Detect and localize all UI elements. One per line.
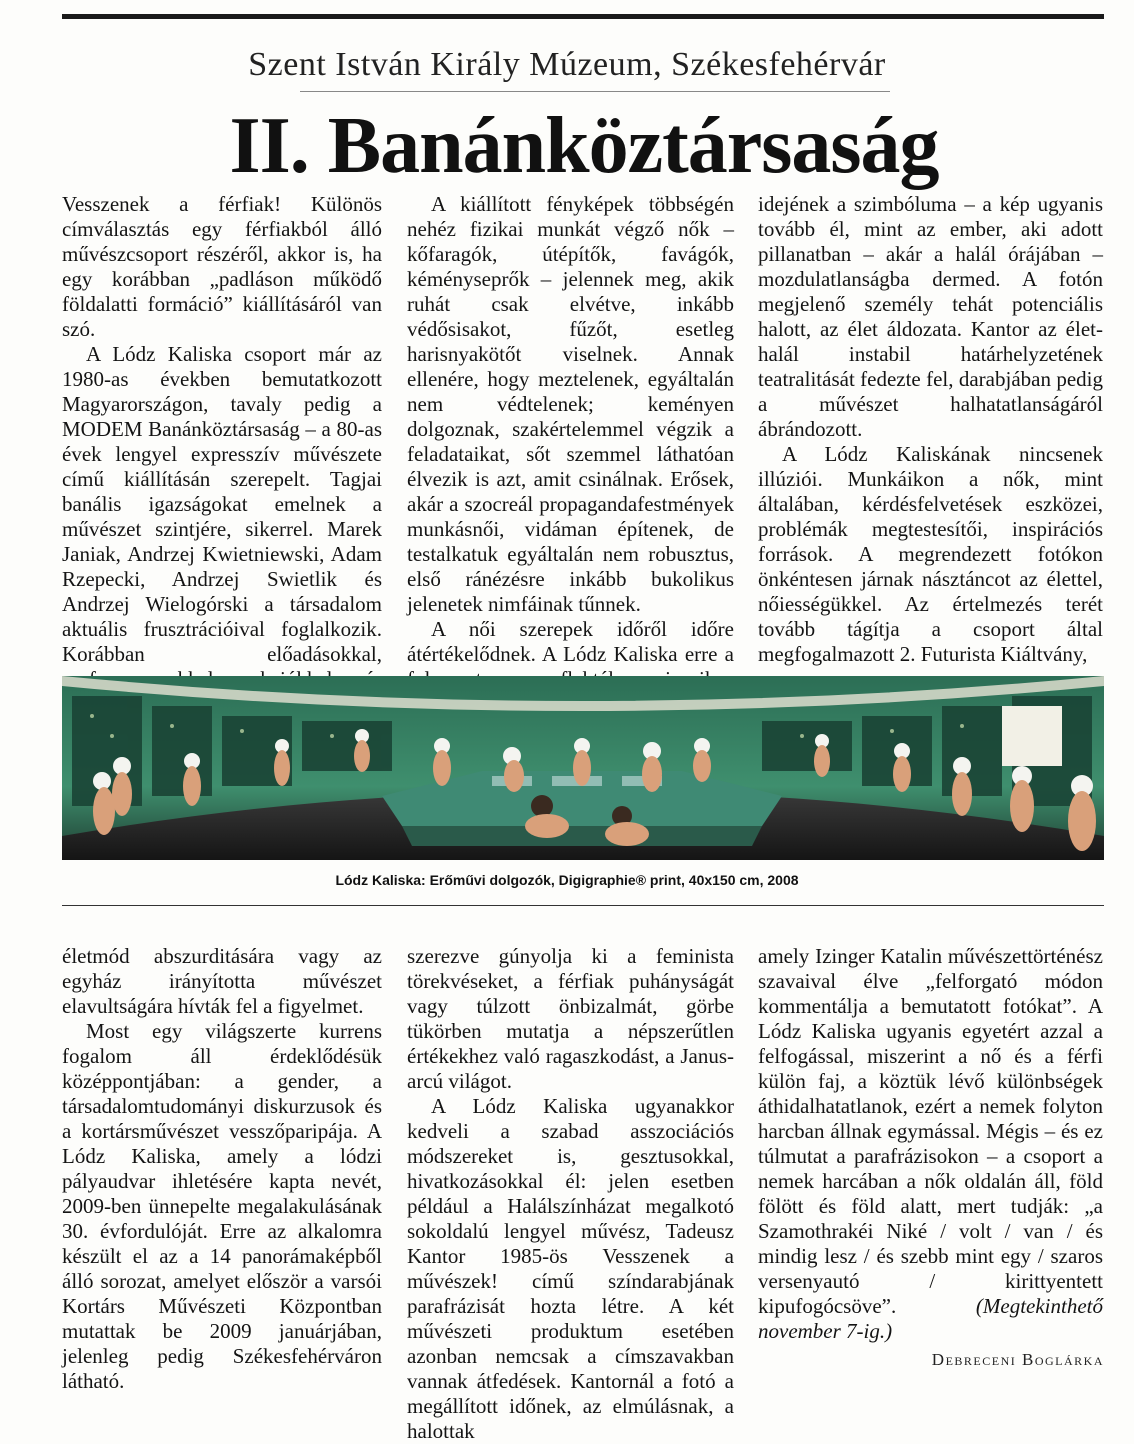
paragraph: életmód abszurditására vagy az egyház irányította művészet elavultságára hívták fel a figyelmet. bbox=[62, 944, 382, 1018]
paragraph-text: amely Izinger Katalin művészettörténész szavaival élve „felforgató módon kommentálja a bemutatott fotókat”. A Lódz Kaliska ugyanis egyetért azzal a felfogással, miszerint a nő és a férfi külön faj, a köztük lévő különbségek áthidalhatatlanok, ezért a nemek folyton harcban állnak egymással. Mégis – és ez túlmutat a parafrázisokon – a csoport a nemek harcában a nők oldalán áll, föld fölött és föld alatt, mert tudják: „a Szamothrakéi Niké / volt / van / és mindig lesz / és szebb mint egy / szaros versenyautó / kirittyentett kipufogócsöve”. bbox=[758, 944, 1103, 1318]
column-2-top bbox=[407, 192, 734, 717]
top-rule bbox=[62, 14, 1104, 19]
column-3-bottom bbox=[758, 944, 1103, 1344]
exhibition-note: (Megtekinthető november 7-ig.) bbox=[758, 1294, 1103, 1343]
photo-caption: Lódz Kaliska: Erőművi dolgozók, Digigraphie® print, 40x150 cm, 2008 bbox=[335, 872, 799, 888]
paragraph: A kiállított fényképek többségén nehéz fizikai munkát végző nők – kőfaragók, útépítők, favágók, kéményseprők – jelennek meg, akik ruhát csak elvétve, inkább védősisakot, fűzőt, esetleg harisnyakötőt viselnek. Annak ellenére, hogy meztelenek, egyáltalán nem védtelenek; keményen dolgoznak, szakértelemmel végzik a feladataikat, sőt szemmel láthatóan élvezik is azt, amit csinálnak. Erősek, akár a szocreál propagandafestmények munkásnői, vidáman építenek, de testalkatuk egyáltalán nem robusztus, első ránézésre inkább bukolikus jelenetek nimfáinak tűnnek. bbox=[407, 192, 734, 616]
kicker-rule bbox=[300, 91, 890, 92]
paragraph: A női szerepek időről időre átértékelődnek. A Lódz Kaliska erre a bbox=[407, 617, 734, 666]
caption-rule bbox=[62, 905, 1104, 906]
column-3-top bbox=[758, 192, 1103, 667]
author-byline: Debreceni Boglárka bbox=[931, 1350, 1104, 1369]
headline: II. Banánköztársaság bbox=[229, 102, 939, 190]
paragraph: Most egy világszerte kurrens fogalom áll érdeklődésük középpontjában: a gender, a társadalomtudományi diskurzusok és a kortársművészet vesszőparipája. A Lódz Kaliska, amely a lódzi pályaudvar ihletésére kapta nevét, 2009-ben ünnepelte megalakulásának 30. évfordulóját. Erre az alkalomra készült el az a 14 panorámaképből álló sorozat, amelyet először a varsói Kortárs Művészeti Központban mutattak be 2009 januárjában, jelenleg pedig Székesfehérváron látható. bbox=[62, 1019, 382, 1393]
power-plant-workers-image bbox=[62, 676, 1104, 860]
paragraph: idejének a szimbóluma – a kép ugyanis tovább él, mint az ember, aki adott pillanatban – akár a halál órájában – mozdulatlanságba dermed. A fotón megjelenő személy tehát potenciális halott, az élet áldozata. Kantor az élet-halál instabil határhelyzetének teatralitását fedezte fel, darabjában pedig a művészet halhatatlanságáról ábrándozott. bbox=[758, 192, 1103, 441]
paragraph: szerezve gúnyolja ki a feminista törekvéseket, a férfiak puhányságát vagy túlzott önbizalmát, görbe tükörben mutatja a népszerűtlen értékekhez való ragaszkodást, a Janus-arcú világot. bbox=[407, 944, 734, 1093]
paragraph: A Lódz Kaliska ugyanakkor kedveli a szabad asszociációs módszereket is, gesztusokkal, hivatkozásokkal él: jelen esetben például a Halálszínházat megalkotó sokoldalú lengyel művész, Tadeusz Kantor 1985-ös Vesszenek a művészek! című színdarabjának parafrázisát hozta létre. A két művészeti produktum esetében azonban nemcsak a címszavakban vannak átfedések. Kantornál a fotó a megállított időnek, az elmúlásnak, a halottak bbox=[407, 1094, 734, 1443]
paragraph: A Lódz Kaliskának nincsenek illúziói. Munkáikon a nők, mint általában, kérdésfelvetések eszközei, problémák megtestesítői, inspirációs források. A megrendezett fotókon önkéntesen járnak násztáncot az élettel, nőiességükkel. Az értelmezés terét tovább tágítja a csoport által megfogalmazott 2. Futurista Kiáltvány, bbox=[758, 442, 1103, 666]
column-1-bottom bbox=[62, 944, 382, 1394]
paragraph: A Lódz Kaliska csoport már az 1980-as években bemutatkozott Magyarországon, tavaly pedig a MODEM Banánköztársaság – a 80-as évek lengyel expresszív művészete című kiállításán szerepelt. Tagjai banális igazságokat emelnek a művészet szintjére, sikerrel. Marek Janiak, Andrzej Kwietniewski, Adam Rzepecki, Andrzej Swietlik és Andrzej Wielogórski a társadalom aktuális frusztrációival foglalkozik. Korábban előadásokkal, bbox=[62, 342, 382, 666]
museum-kicker: Szent István Király Múzeum, Székesfehérvár bbox=[248, 46, 886, 83]
column-2-bottom bbox=[407, 944, 734, 1444]
column-1-top bbox=[62, 192, 382, 717]
paragraph bbox=[758, 944, 1103, 1344]
paragraph: Vesszenek a férfiak! Különös címválasztás egy férfiakból álló művészcsoport részéről, akkor is, ha egy korábban „padláson működő földalatti formáció” kiállításáról van szó. bbox=[62, 192, 382, 341]
panorama-photo bbox=[62, 676, 1104, 860]
